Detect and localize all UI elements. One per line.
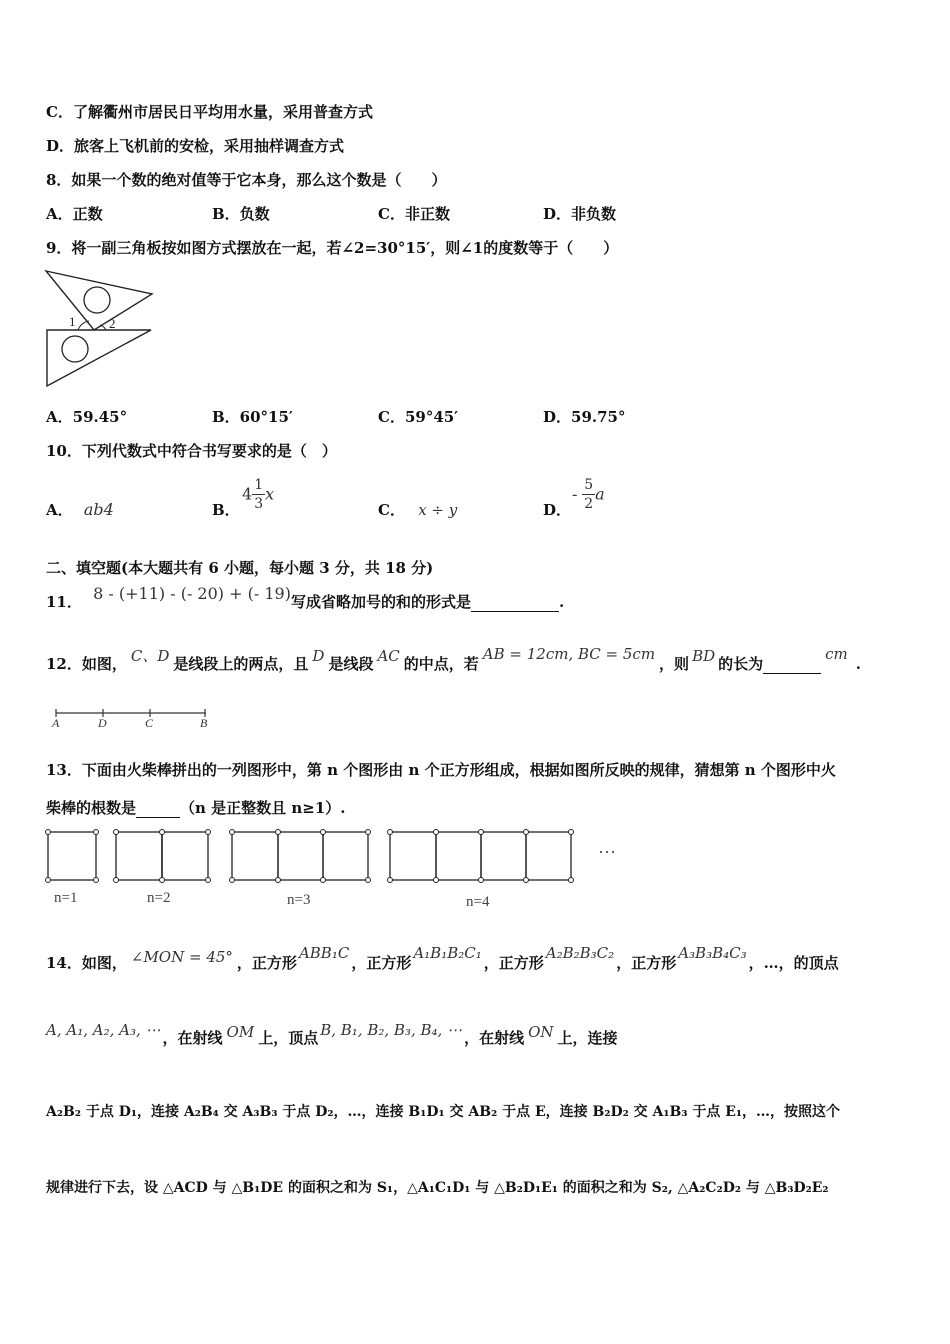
q12-unit: cm xyxy=(825,645,848,663)
seg-label-a: A xyxy=(52,716,60,730)
q12-end: . xyxy=(855,655,861,673)
q10-d-num: 5 xyxy=(584,477,594,493)
q14-angle: ∠MON = 45° xyxy=(130,948,233,966)
q14-sq1: ABB₁C xyxy=(298,944,350,962)
q14-sq-label-3: ，正方形 xyxy=(483,954,544,972)
seg-label-b: B xyxy=(200,716,208,730)
q13-line2 xyxy=(46,798,346,818)
q9-triangle-figure xyxy=(44,268,156,392)
angle1-label: 1 xyxy=(69,314,76,329)
q14-sq-label-2: ，正方形 xyxy=(351,954,412,972)
q10-d-frac xyxy=(582,476,595,513)
q12-segment-figure xyxy=(48,705,213,731)
q11-end: . xyxy=(558,593,565,611)
q10-expr-b xyxy=(242,476,274,513)
q8-option-c: C．非正数 xyxy=(378,205,450,223)
q13-caption-n1: n=1 xyxy=(54,890,78,906)
q14-onray-1: ，在射线 xyxy=(162,1029,223,1047)
q14-setA: A, A₁, A₂, A₃, ⋯ xyxy=(46,1021,161,1039)
q7-option-c: C．了解衢州市居民日平均用水量，采用普查方式 xyxy=(46,103,373,121)
q14-sq2: A₁B₁B₂C₁ xyxy=(413,944,482,962)
q12-t4: ，则 xyxy=(659,655,690,673)
q14-vertex: ，…，的顶点 xyxy=(748,954,839,972)
q13-answer-blank[interactable] xyxy=(136,817,180,818)
q14-sq-label-1: ，正方形 xyxy=(236,954,297,972)
seg-label-d: D xyxy=(98,716,107,730)
q13-caption-n4: n=4 xyxy=(466,894,490,910)
q12-t1: 是线段上的两点，且 xyxy=(173,655,309,673)
q14-connect: 上，连接 xyxy=(557,1029,618,1047)
q10-label-d: D． xyxy=(543,501,572,519)
q13-line2b: （n 是正整数且 n≥1）. xyxy=(180,799,346,817)
q14-sq3: A₂B₂B₃C₂ xyxy=(545,944,615,962)
q12-t5: 的长为 xyxy=(718,655,764,673)
q14-om: OM xyxy=(226,1023,255,1041)
q11-answer-blank[interactable] xyxy=(471,611,559,612)
q10-expr-a: ab4 xyxy=(83,500,114,519)
q14-line1 xyxy=(46,944,839,973)
q14-on: ON xyxy=(528,1023,554,1041)
angle2-label: 2 xyxy=(109,316,116,331)
q14-line4: 规律进行下去，设 △ACD 与 △B₁DE 的面积之和为 S₁，△A₁C₁D₁ 与 △B₂D₁E₁ 的面积之和为 S₂, △A₂C₂D₂ 与 △B₃D₂E₂ xyxy=(46,1180,829,1196)
q8-option-d: D．非负数 xyxy=(543,205,617,223)
q10-d-sign: - xyxy=(572,484,578,504)
q13-caption-n3: n=3 xyxy=(287,892,311,908)
q14-p1: 14．如图， xyxy=(46,954,127,972)
q11 xyxy=(46,584,565,612)
q10-label-c: C． xyxy=(378,501,405,519)
q12 xyxy=(46,645,861,674)
seg-label-c: C xyxy=(145,716,154,730)
q12-num: 12．如图， xyxy=(46,655,127,673)
q14-line2 xyxy=(46,1021,618,1048)
q12-bd: BD xyxy=(692,647,716,665)
q12-cond: AB = 12cm, BC = 5cm xyxy=(482,645,656,663)
q12-answer-blank[interactable] xyxy=(763,673,821,674)
q13-caption-n2: n=2 xyxy=(147,890,171,906)
q10-b-num: 1 xyxy=(254,477,264,493)
q11-num: 11． xyxy=(46,593,82,611)
q9-option-c: C．59°45′ xyxy=(378,408,459,426)
q10-option-c xyxy=(378,500,457,520)
q12-t2: 是线段 xyxy=(328,655,374,673)
q10-expr-d xyxy=(572,476,605,513)
q13-line2a: 柴棒的根数是 xyxy=(46,799,137,817)
q8-stem: 8．如果一个数的绝对值等于它本身，那么这个数是（ ） xyxy=(46,171,447,189)
q9-option-d: D．59.75° xyxy=(543,408,626,426)
q12-t3: 的中点，若 xyxy=(403,655,479,673)
q14-onvertex: 上，顶点 xyxy=(258,1029,319,1047)
q13-line1: 13．下面由火柴棒拼出的一列图形中，第 n 个图形由 n 个正方形组成，根据如图所反映的规律，猜想第 n 个图形中火 xyxy=(46,761,836,779)
q12-points: C、D xyxy=(130,647,170,665)
q9-option-b: B．60°15′ xyxy=(212,408,293,426)
q14-line3: A₂B₂ 于点 D₁，连接 A₂B₄ 交 A₃B₃ 于点 D₂，…，连接 B₁D₁ 交 AB₂ 于点 E，连接 B₂D₂ 交 A₁B₃ 于点 E₁，…，按照这个 xyxy=(46,1104,841,1120)
q10-d-var: a xyxy=(595,484,605,504)
q11-text: 写成省略加号的和的形式是 xyxy=(290,593,471,611)
q10-b-den: 3 xyxy=(254,496,264,512)
q8-option-a: A．正数 xyxy=(46,205,103,223)
q13-matchstick-figures xyxy=(44,828,584,886)
q9-option-a: A．59.45° xyxy=(46,408,128,426)
q13-ellipsis: ··· xyxy=(598,842,616,862)
q9-stem: 9．将一副三角板按如图方式摆放在一起，若∠2=30°15′，则∠1的度数等于（ ） xyxy=(46,239,619,257)
q12-ac: AC xyxy=(377,647,400,665)
q14-sq-label-4: ，正方形 xyxy=(616,954,677,972)
q10-option-a xyxy=(46,500,114,520)
q7-option-d: D．旅客上飞机前的安检，采用抽样调查方式 xyxy=(46,137,345,155)
q12-d: D xyxy=(312,647,325,665)
q14-setB: B, B₁, B₂, B₃, B₄, ⋯ xyxy=(320,1021,463,1039)
q10-b-var: x xyxy=(265,484,275,504)
q14-sq4: A₃B₃B₄C₃ xyxy=(678,944,747,962)
q10-label-a: A． xyxy=(46,501,73,519)
q10-d-den: 2 xyxy=(584,496,594,512)
section-2-heading: 二、填空题(本大题共有 6 小题，每小题 3 分，共 18 分) xyxy=(46,559,434,577)
q11-expr: 8 - (+11) - (- 20) + (- 19) xyxy=(93,584,291,603)
q10-b-whole: 4 xyxy=(242,484,253,504)
q10-label-b: B． xyxy=(212,501,240,519)
q10-stem: 10．下列代数式中符合书写要求的是（ ） xyxy=(46,442,337,460)
q14-onray-2: ，在射线 xyxy=(464,1029,525,1047)
q10-b-frac xyxy=(252,476,265,513)
q8-option-b: B．负数 xyxy=(212,205,270,223)
q10-expr-c: x ÷ y xyxy=(418,501,458,519)
